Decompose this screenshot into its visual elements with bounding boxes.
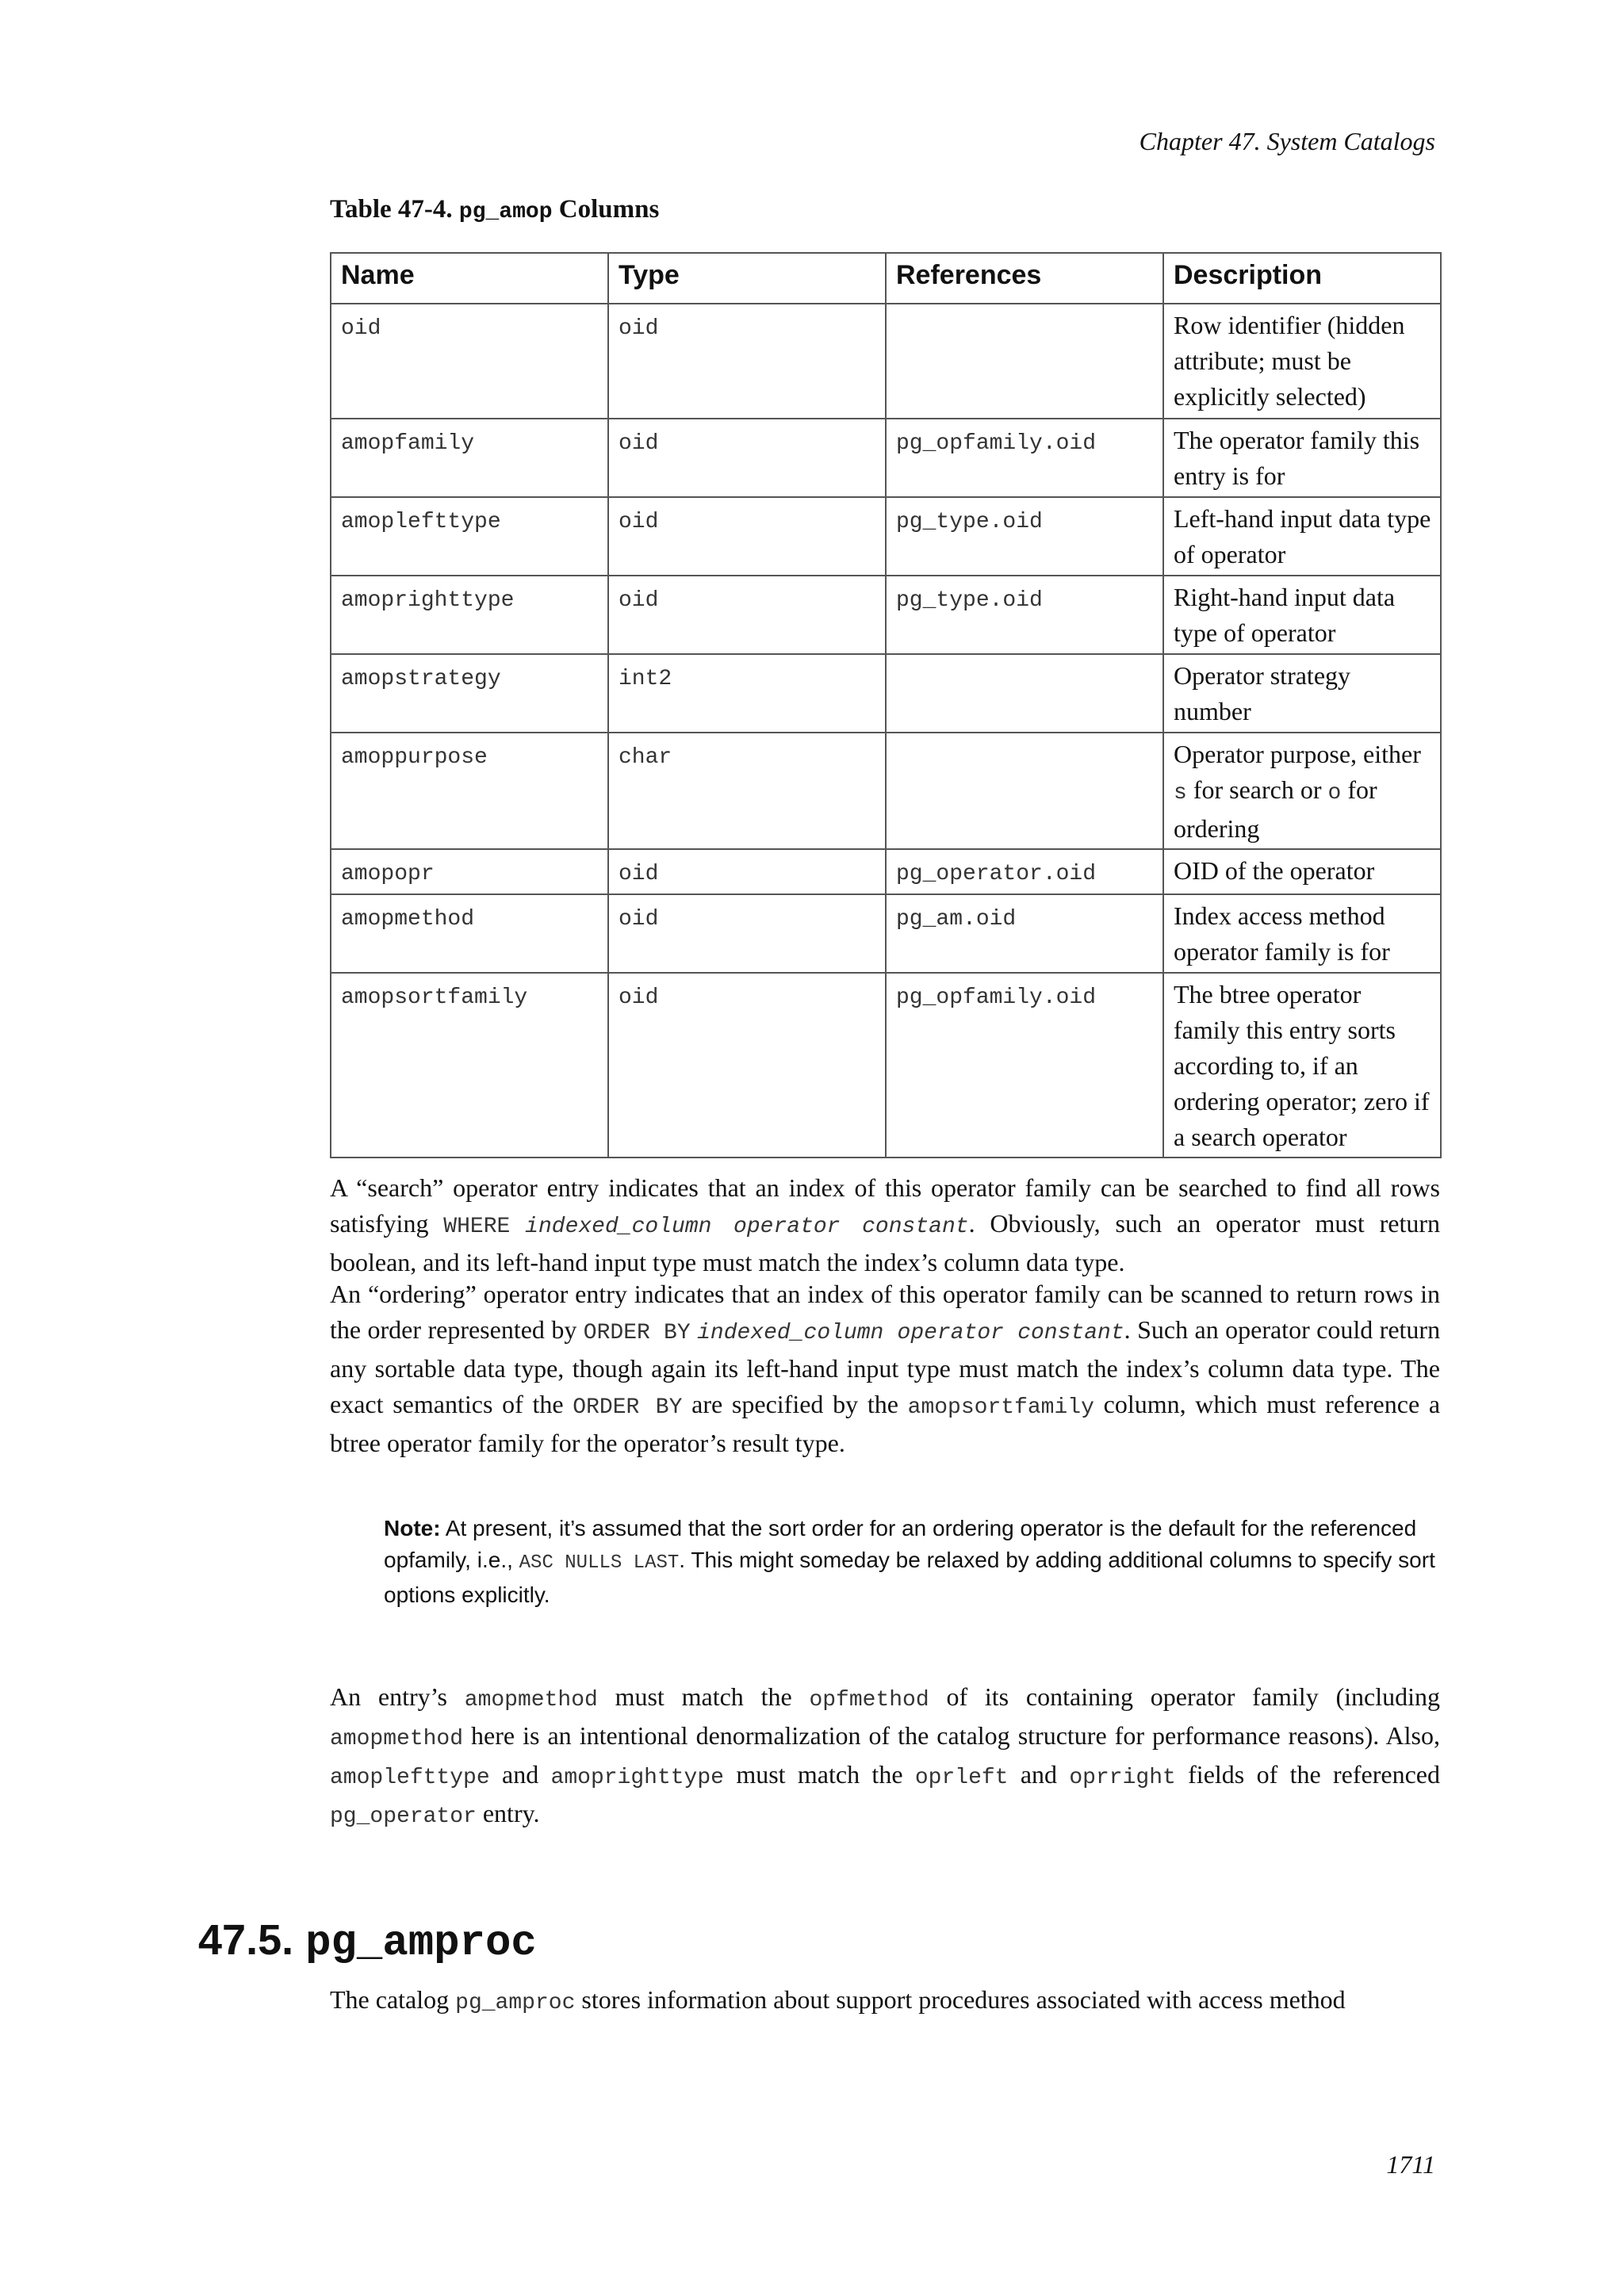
caption-code: pg_amop	[458, 200, 553, 224]
desc-code-s: s	[1174, 781, 1187, 806]
desc-text: for search or	[1193, 775, 1322, 804]
cell-ref	[886, 304, 1163, 419]
desc-text: for ordering	[1174, 775, 1377, 843]
cell-name: amoplefttype	[331, 497, 608, 576]
cell-type: oid	[608, 849, 886, 894]
cell-desc: The operator family this entry is for	[1163, 419, 1441, 497]
cell-type: oid	[608, 973, 886, 1158]
cell-type: oid	[608, 419, 886, 497]
note-label: Note:	[384, 1516, 441, 1540]
cell-ref: pg_am.oid	[886, 894, 1163, 973]
caption-prefix: Table 47-4.	[330, 195, 453, 224]
code: amopmethod	[464, 1688, 598, 1712]
cell-desc: Index access method operator family is for	[1163, 894, 1441, 973]
code-italic: indexed_column operator constant	[697, 1321, 1124, 1345]
desc-code-o: o	[1327, 781, 1342, 806]
cell-name: oid	[331, 304, 608, 419]
cell-name: amopstrategy	[331, 654, 608, 733]
code: amoplefttype	[330, 1766, 490, 1790]
code: ORDER BY	[573, 1395, 683, 1420]
running-head: Chapter 47. System Catalogs	[1139, 127, 1435, 155]
cell-type: char	[608, 733, 886, 849]
cell-name: amopsortfamily	[331, 973, 608, 1158]
page-number: 1711	[1386, 2150, 1435, 2179]
cell-ref: pg_operator.oid	[886, 849, 1163, 894]
table-caption	[330, 195, 659, 224]
cell-name: amopmethod	[331, 894, 608, 973]
text: here is an intentional denormalization of the catalog structure for performance reasons). Also,	[471, 1721, 1441, 1750]
code: oprright	[1069, 1766, 1176, 1790]
paragraph-pg-amproc-intro	[330, 1982, 1440, 2021]
code: WHERE	[443, 1215, 511, 1239]
header-references: References	[886, 253, 1163, 304]
cell-desc: Operator strategy number	[1163, 654, 1441, 733]
text: An “ordering” operator entry indicates that an index of this operator family can be scanned to return rows in the order represented by	[330, 1280, 1440, 1344]
table-row	[331, 849, 1441, 894]
cell-desc: The btree operator family this entry sorts according to, if an ordering operator; zero if a search operator	[1163, 973, 1441, 1158]
table-row	[331, 497, 1441, 576]
table-row	[331, 654, 1441, 733]
code: oprleft	[914, 1766, 1009, 1790]
cell-desc: Row identifier (hidden attribute; must be explicitly selected)	[1163, 304, 1441, 419]
code: amopmethod	[330, 1727, 464, 1751]
cell-type: oid	[608, 497, 886, 576]
cell-ref: pg_type.oid	[886, 497, 1163, 576]
paragraph-amopmethod	[330, 1679, 1440, 1835]
cell-name: amoprighttype	[331, 576, 608, 654]
text: are specified by the	[691, 1390, 898, 1418]
cell-desc: Right-hand input data type of operator	[1163, 576, 1441, 654]
note-block	[384, 1513, 1438, 1611]
cell-ref: pg_opfamily.oid	[886, 973, 1163, 1158]
header-description: Description	[1163, 253, 1441, 304]
text: . Obviously, such an operator must return boolean, and its left-hand input type must match the index’s column data type.	[330, 1209, 1441, 1276]
cell-ref	[886, 733, 1163, 849]
table-header-row	[331, 253, 1441, 304]
text: column, which must reference a btree operator family for the operator’s result type.	[330, 1390, 1441, 1457]
cell-name: amopfamily	[331, 419, 608, 497]
text: must match the	[736, 1760, 903, 1789]
desc-text: Operator purpose, either	[1174, 740, 1421, 768]
text: At present, it’s assumed that the sort order for an ordering operator is the default for the referenced opfamily, i.e.,	[384, 1516, 1417, 1572]
text: A “search” operator entry indicates that an index of this operator family can be searched to find all rows satisfying	[330, 1173, 1440, 1238]
cell-desc: OID of the operator	[1163, 849, 1441, 894]
table-row	[331, 576, 1441, 654]
code: amoprighttype	[550, 1766, 724, 1790]
section-number: 47.5.	[198, 1916, 294, 1964]
text: and	[501, 1760, 539, 1789]
code: opfmethod	[809, 1688, 929, 1712]
text: entry.	[482, 1799, 540, 1827]
section-title-code: pg_amproc	[305, 1919, 537, 1968]
table-row	[331, 973, 1441, 1158]
code: pg_operator	[330, 1804, 477, 1829]
text: An entry’s	[330, 1682, 447, 1711]
text: . This might someday be relaxed by adding additional columns to specify sort options explicitly.	[384, 1548, 1435, 1607]
section-heading	[198, 1915, 537, 1968]
pg-amop-columns-table	[330, 252, 1442, 1158]
header-type: Type	[608, 253, 886, 304]
text: stores information about support procedures associated with access method	[581, 1985, 1346, 2014]
cell-type: oid	[608, 304, 886, 419]
text: The catalog	[330, 1985, 450, 2014]
code: pg_amproc	[455, 1991, 576, 2015]
header-name: Name	[331, 253, 608, 304]
cell-desc: Left-hand input data type of operator	[1163, 497, 1441, 576]
cell-type: oid	[608, 894, 886, 973]
code: ASC NULLS LAST	[519, 1552, 680, 1574]
text: . Such an operator could return any sortable data type, though again its left-hand input type must match the index’s column data type. The exact semantics of the	[330, 1315, 1441, 1418]
cell-type: oid	[608, 576, 886, 654]
text: fields of the referenced	[1188, 1760, 1440, 1789]
text: of its containing operator family (including	[946, 1682, 1440, 1711]
table-row	[331, 304, 1441, 419]
code: ORDER BY	[583, 1321, 691, 1345]
caption-suffix: Columns	[558, 195, 660, 224]
cell-ref: pg_type.oid	[886, 576, 1163, 654]
text: and	[1020, 1760, 1058, 1789]
cell-desc	[1163, 733, 1441, 849]
table-row	[331, 733, 1441, 849]
paragraph-search-operator	[330, 1170, 1440, 1280]
cell-name: amopopr	[331, 849, 608, 894]
paragraph-ordering-operator	[330, 1276, 1440, 1461]
code-italic: indexed_column operator constant	[525, 1215, 969, 1239]
text: must match the	[615, 1682, 792, 1711]
code: amopsortfamily	[907, 1395, 1094, 1420]
cell-name: amoppurpose	[331, 733, 608, 849]
cell-ref: pg_opfamily.oid	[886, 419, 1163, 497]
cell-type: int2	[608, 654, 886, 733]
cell-ref	[886, 654, 1163, 733]
table-row	[331, 894, 1441, 973]
table-row	[331, 419, 1441, 497]
